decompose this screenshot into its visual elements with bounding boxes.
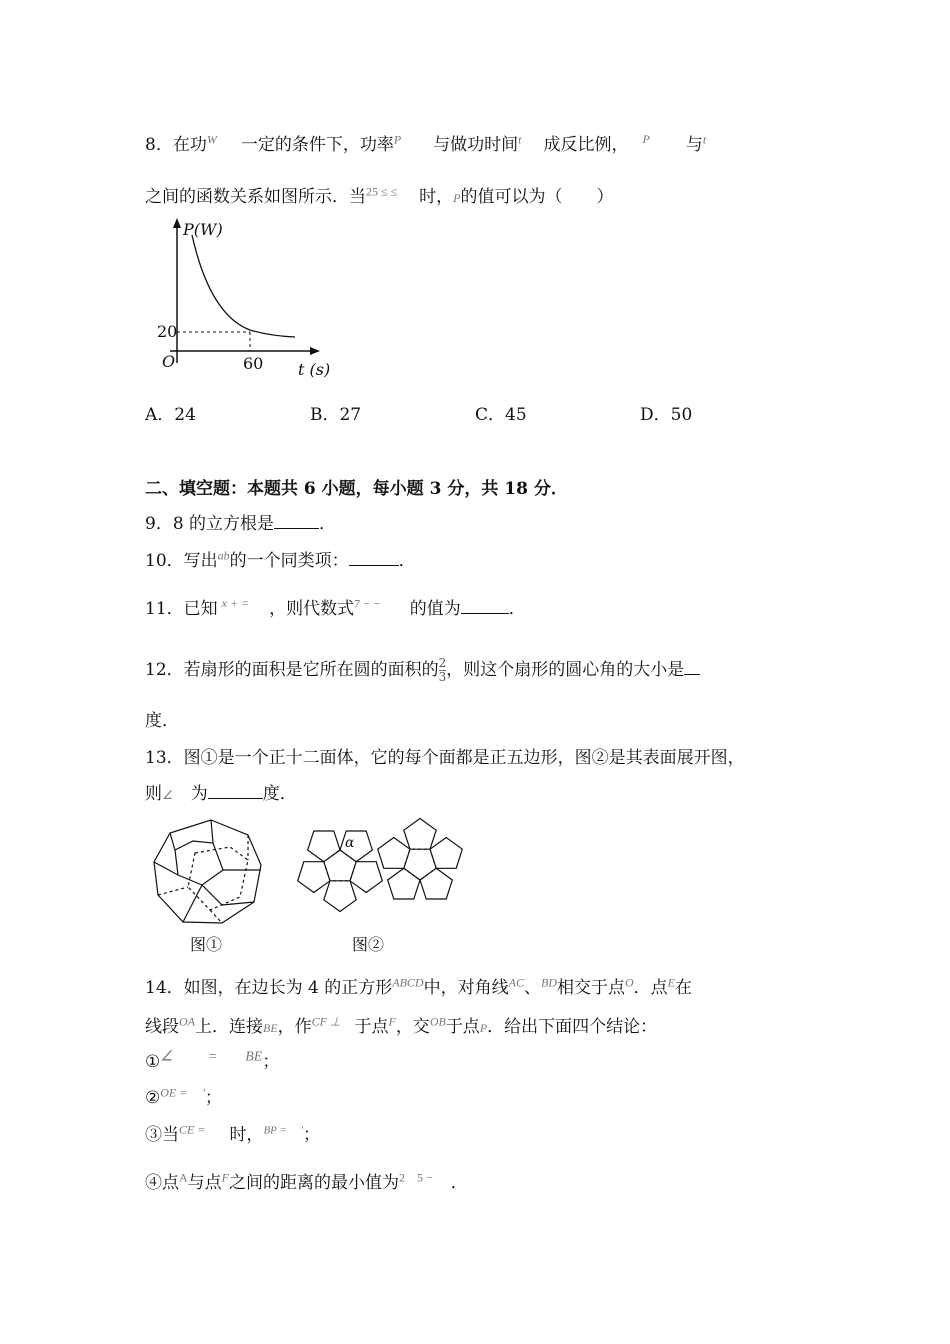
text: ，交 [395,1017,430,1037]
text: ； [262,1052,280,1072]
math: ∠ [162,788,173,802]
option-c[interactable]: C．45 [475,405,527,425]
math: A [179,1170,188,1185]
text: 则 [145,784,162,804]
text: 与点 [187,1173,222,1193]
math: x + = [221,596,250,611]
math: t [702,132,707,147]
math: ab [217,548,230,563]
q12 [145,655,700,684]
pentagon-face [324,881,356,912]
math: OE = ' [160,1085,205,1100]
origin-label: O [162,352,176,371]
q8-line2 [145,182,614,207]
math: P [479,1021,488,1035]
math: t [518,132,522,147]
text: 度． [262,784,297,804]
option-b[interactable]: B．27 [310,405,362,425]
text: 与做功时间 [433,135,519,155]
answer-blank[interactable] [274,514,319,529]
text: 的值为 [409,599,461,619]
math: 25 ≤ ≤ [366,184,398,199]
y-tick: 20 [157,322,178,341]
math: F [221,1170,230,1185]
answer-blank[interactable] [461,599,509,614]
text: 于点 [354,1017,389,1037]
math: ∠ = BE [160,1049,263,1065]
text: ，则代数式 [269,599,355,619]
text: ； [302,1125,320,1145]
text: 10．写出 [145,551,218,571]
math: BD [540,975,557,990]
text: ．点 [633,978,668,998]
math: 2 5 − [399,1170,433,1185]
text: 上．连接 [195,1017,263,1037]
math: P [393,132,402,147]
text: ② [145,1088,161,1108]
text: 、 [523,978,541,998]
math: P [453,191,461,205]
q10 [145,546,416,571]
denominator: 3 [438,670,447,684]
q9 [145,509,336,534]
text: 11．已知 [145,599,218,619]
math: E [667,975,675,990]
q13-line2 [145,779,297,804]
dodecahedron-figure [150,815,270,930]
text: 为 [190,784,208,804]
option-a[interactable]: A．24 [145,405,196,425]
text: 之间的函数关系如图所示．当 [145,187,366,207]
q14-conclusion-1 [145,1047,279,1072]
option-d[interactable]: D．50 [640,405,693,425]
math: O [624,975,634,990]
text: ① [145,1052,161,1072]
text: 相交于点 [556,978,625,998]
q12-continuation: 度． [145,711,179,731]
q14-line1 [145,973,692,998]
answer-blank[interactable] [684,660,700,675]
math: 7 − − [354,596,380,611]
text: ③当 [145,1125,179,1145]
text: ④点 [145,1173,179,1193]
text: ． [398,551,416,571]
math: F [388,1014,396,1029]
text: 与 [685,135,703,155]
text: ； [204,1088,222,1108]
pentagon-face [308,831,340,862]
text: ，则这个扇形的圆心角的大小是 [446,660,685,680]
text: 的值可以为（ ） [460,187,614,207]
text: ． [508,599,526,619]
text: 在功 [172,135,207,155]
q11 [145,594,526,619]
text: 14．如图，在边长为 4 的正方形 [145,978,393,998]
q8-line1 [145,130,706,155]
text: 9．8 的立方根是 [145,514,275,534]
figure-1-caption: 图① [190,935,223,954]
section-heading: 二、填空题：本题共 6 小题，每小题 3 分，共 18 分． [145,479,568,499]
y-axis-label: P(W) [183,220,223,239]
pentagon-face [298,862,330,893]
text: ． [319,514,337,534]
pentagon-face [388,868,420,899]
math: P [642,132,650,147]
text: 成反比例， [543,135,629,155]
q13-line1: 13．图①是一个正十二面体，它的每个面都是正五边形，图②是其表面展开图， [145,748,745,768]
text: ，作 [277,1017,312,1037]
q14-conclusion-4 [145,1168,468,1193]
text: ． [450,1173,468,1193]
text: 12．若扇形的面积是它所在圆的面积的 [145,660,439,680]
pentagon-face [404,819,436,850]
text: 线段 [145,1017,179,1037]
text: 时， [229,1125,264,1145]
q14-conclusion-3 [145,1120,320,1145]
math: W [206,132,217,147]
text: ．给出下面四个结论： [487,1017,658,1037]
text: 中，对角线 [423,978,509,998]
math: OA [179,1014,195,1029]
x-axis-label: t (s) [298,360,331,379]
math: CE = [179,1122,206,1137]
text: 在 [674,978,692,998]
q-number: 8． [145,135,173,155]
angle-alpha-label: α [345,835,355,851]
answer-blank[interactable] [208,784,263,799]
math: BE [263,1021,278,1035]
dodecahedron-net-figure [285,815,470,915]
q14-line2 [145,1012,657,1037]
text: 一定的条件下，功率 [240,135,394,155]
math: ABCD [392,975,424,990]
math: BP = ' [263,1124,303,1137]
pentagon-face [430,838,462,869]
text: 之间的距离的最小值为 [229,1173,400,1193]
numerator: 2 [438,656,447,670]
text: 于点 [445,1017,480,1037]
power-time-graph [150,215,330,380]
text: 的一个同类项： [229,551,349,571]
math: AC [508,975,524,990]
answer-blank[interactable] [349,551,399,566]
text: 时， [419,187,454,207]
x-tick: 60 [243,354,264,373]
pentagon-face [420,868,452,899]
math: OB [429,1014,446,1029]
q14-conclusion-2 [145,1083,222,1108]
math: CF ⊥ [311,1014,341,1029]
figure-2-caption: 图② [352,935,385,954]
